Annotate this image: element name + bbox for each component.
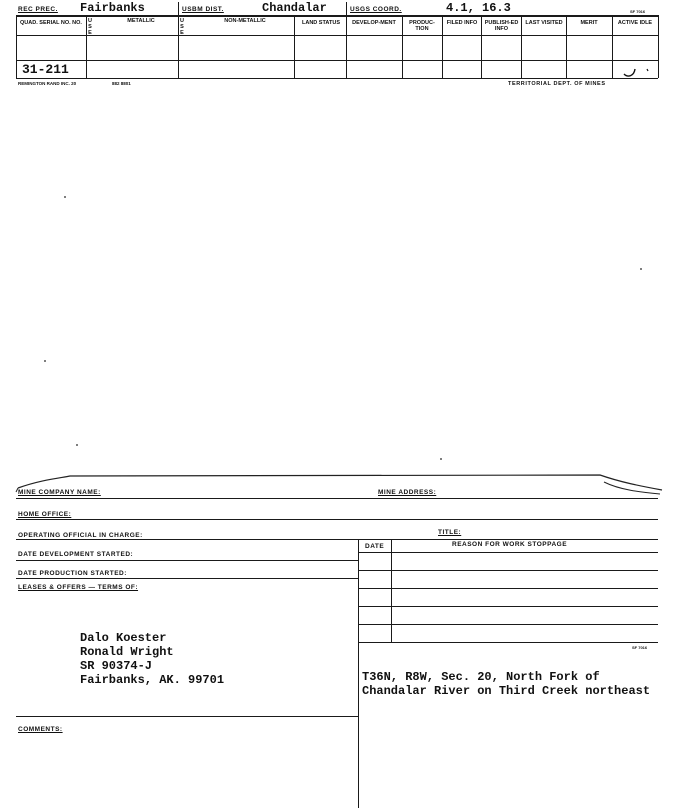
- usgs-coord-value: 4.1, 16.3: [446, 1, 511, 15]
- col-active-idle: ACTIVE IDLE: [617, 20, 653, 26]
- speck: [44, 360, 46, 362]
- col-merit: MERIT: [580, 20, 598, 26]
- speck: [440, 458, 442, 460]
- rule: [16, 78, 658, 79]
- col-quad-serial: QUAD. SERIAL NO. NO.: [20, 20, 82, 26]
- comments-label: COMMENTS:: [18, 726, 63, 733]
- rec-prec-value: Fairbanks: [80, 1, 145, 15]
- rule: [358, 606, 658, 607]
- rule: [16, 519, 658, 520]
- printer-imprint: REMINGTON RAND INC. 20: [18, 81, 77, 86]
- divider: [658, 15, 659, 78]
- divider: [566, 15, 567, 78]
- rule: [16, 498, 658, 499]
- rule: [358, 642, 658, 643]
- col-filed-info: FILED INFO: [446, 20, 478, 26]
- divider: [402, 15, 403, 78]
- date-column-header: DATE: [365, 543, 385, 550]
- divider: [346, 15, 347, 78]
- divider: [346, 2, 347, 15]
- col-land-status: LAND STATUS: [302, 20, 340, 26]
- rule: [358, 588, 658, 589]
- lease-holder-line: SR 90374-J: [80, 659, 153, 673]
- operating-official-label: OPERATING OFFICIAL IN CHARGE:: [18, 532, 143, 539]
- col-use-1: U S E: [88, 18, 92, 36]
- divider: [521, 15, 522, 78]
- mine-address-label: MINE ADDRESS:: [378, 489, 437, 496]
- location-line: T36N, R8W, Sec. 20, North Fork of: [362, 670, 600, 684]
- reason-column-header: REASON FOR WORK STOPPAGE: [452, 541, 568, 548]
- lease-holder-line: Dalo Koester: [80, 631, 167, 645]
- col-use-2: U S E: [180, 18, 184, 36]
- usgs-coord-label: USGS COORD.: [350, 6, 402, 13]
- rule: [16, 539, 658, 540]
- lease-holder-line: Fairbanks, AK. 99701: [80, 673, 225, 687]
- divider: [178, 2, 179, 15]
- rule: [358, 624, 658, 625]
- divider: [391, 539, 392, 642]
- date-production-started-label: DATE PRODUCTION STARTED:: [18, 570, 127, 577]
- col-development: DEVELOP-MENT: [352, 20, 396, 26]
- printer-codes: 882 8801: [112, 81, 131, 86]
- divider: [612, 15, 613, 78]
- title-label: TITLE:: [438, 529, 462, 536]
- usbm-dist-label: USBM DIST.: [182, 6, 224, 13]
- lease-holder-line: Ronald Wright: [80, 645, 174, 659]
- rule: [16, 716, 358, 717]
- department-name: TERRITORIAL DEPT. OF MINES: [508, 81, 606, 87]
- divider: [16, 15, 17, 78]
- divider: [358, 642, 359, 808]
- divider: [294, 15, 295, 78]
- col-non-metallic: NON-METALLIC: [224, 18, 266, 24]
- divider: [442, 15, 443, 78]
- col-last-visited: LAST VISITED: [525, 20, 563, 26]
- home-office-label: HOME OFFICE:: [18, 511, 72, 518]
- rule: [16, 578, 358, 579]
- col-metallic: METALLIC: [127, 18, 155, 24]
- rule: [16, 15, 658, 17]
- divider: [481, 15, 482, 78]
- speck: [640, 268, 642, 270]
- serial-number: 31-211: [22, 62, 69, 77]
- rule: [358, 552, 658, 553]
- leases-offers-label: LEASES & OFFERS — TERMS OF:: [18, 584, 139, 591]
- location-line: Chandalar River on Third Creek northeast: [362, 684, 651, 698]
- date-development-started-label: DATE DEVELOPMENT STARTED:: [18, 551, 134, 558]
- col-published-info: PUBLISH-ED INFO: [484, 20, 519, 32]
- front-form-code: SF 7016: [630, 9, 646, 14]
- speck: [76, 444, 78, 446]
- divider: [358, 539, 359, 642]
- usbm-dist-value: Chandalar: [262, 1, 327, 15]
- rule: [16, 560, 358, 561]
- check-mark-icon: [614, 62, 658, 80]
- back-form-code: SF 7016: [632, 645, 648, 650]
- rec-prec-label: REC PREC.: [18, 6, 58, 13]
- rule: [16, 60, 658, 61]
- rule: [358, 570, 658, 571]
- col-production: PRODUC-TION: [409, 20, 435, 32]
- rule: [16, 35, 658, 36]
- speck: [64, 196, 66, 198]
- mine-company-name-label: MINE COMPANY NAME:: [18, 489, 101, 496]
